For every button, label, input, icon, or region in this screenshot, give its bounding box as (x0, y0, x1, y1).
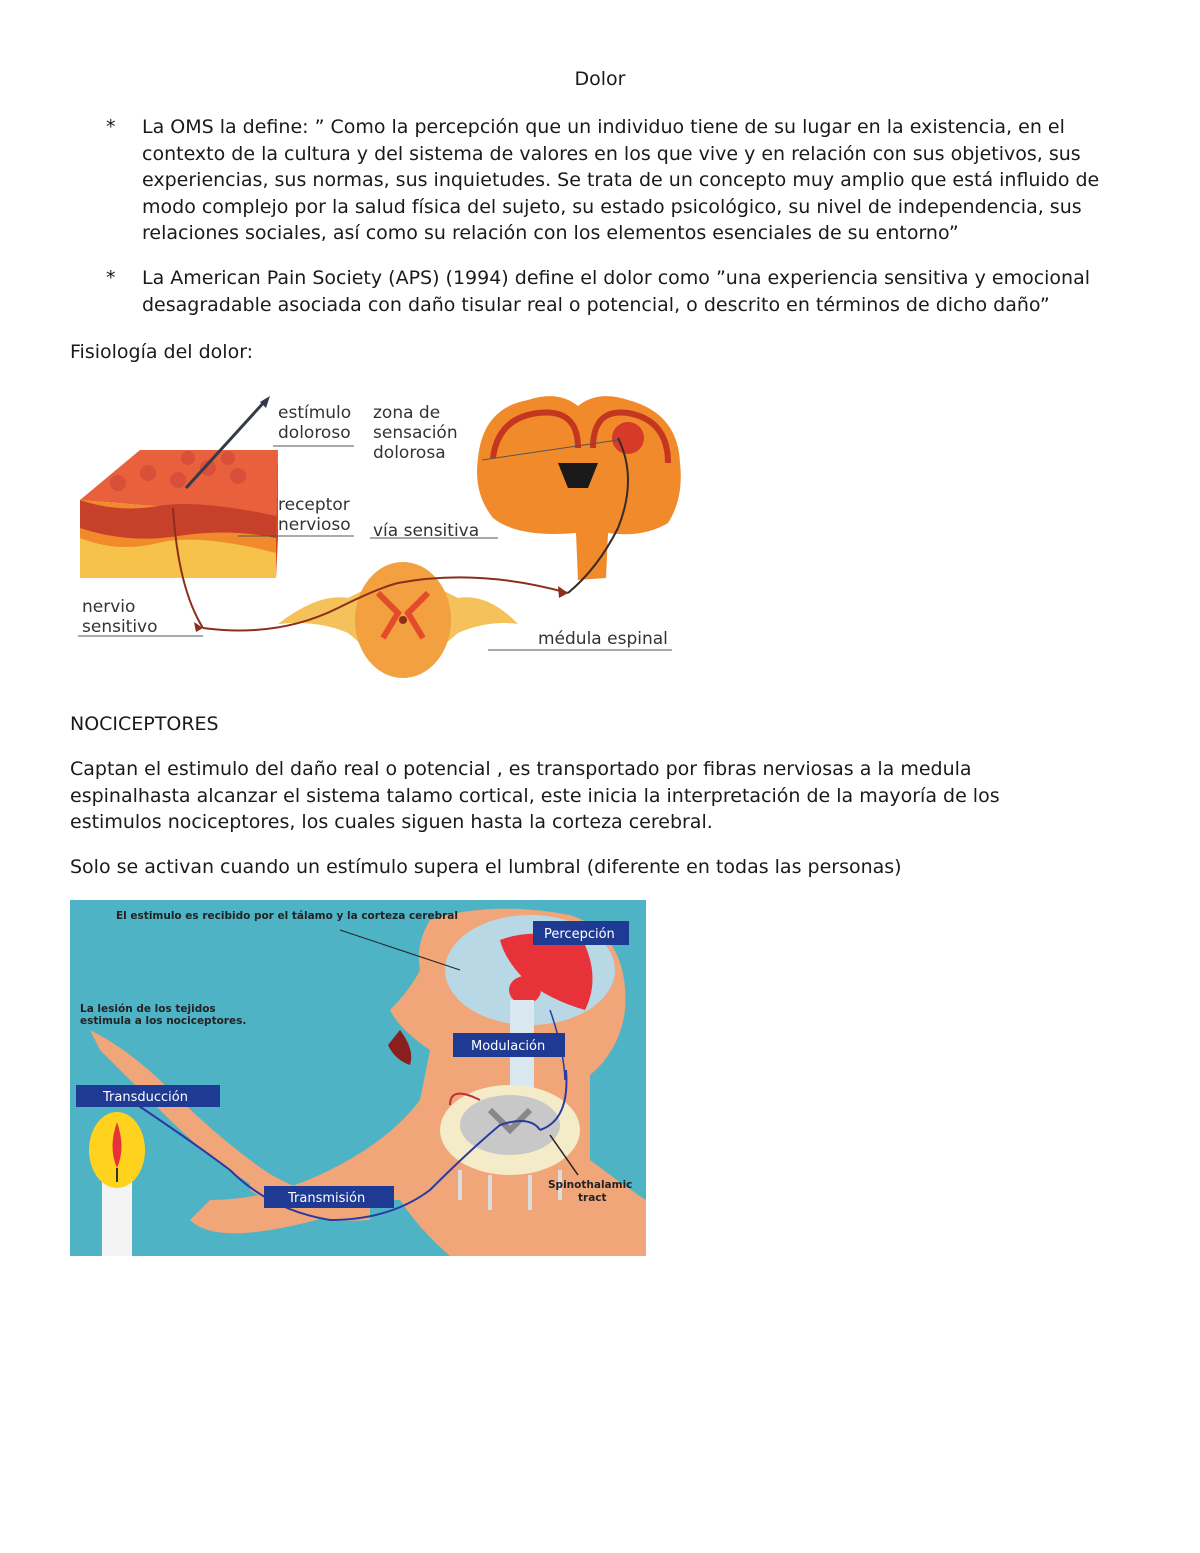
nociceptores-paragraph-1: Captan el estimulo del daño real o potencial , es transportado por fibras nerviosas a la medula espinalhasta alcanzar el sistema talamo cortical, este inicia la interpretación de la mayoría de los estimulos nociceptores, los cuales siguen hasta la corteza cerebral. (70, 758, 1000, 833)
bullet-text: La American Pain Society (APS) (1994) define el dolor como ”una experiencia sensitiva y emocional desagradable asociada con daño tisular real o potencial, o descrito en términos de dicho daño” (142, 267, 1091, 316)
label-receptor-1: receptor (278, 495, 350, 515)
nociceptor-pathway-figure (70, 900, 646, 1256)
label-nervio-2: sensitivo (82, 617, 158, 637)
tag-transmision: Transmisión (288, 1191, 366, 1206)
label-zona-1: zona de (373, 403, 441, 423)
tag-transduccion: Transducción (103, 1090, 188, 1105)
bullet-marker: * (106, 267, 116, 289)
tag-modulacion: Modulación (471, 1039, 546, 1054)
label-medula-espinal: médula espinal (538, 629, 668, 649)
caption-left-2: estimula a los nociceptores. (80, 1015, 247, 1027)
bullet-oms-definition (106, 114, 1136, 247)
label-estimulo-2: doloroso (278, 423, 351, 443)
label-receptor-2: nervioso (278, 515, 351, 535)
nociceptores-paragraph-2: Solo se activan cuando un estímulo supera el lumbral (diferente en todas las personas) (70, 856, 902, 878)
label-estimulo-1: estímulo (278, 403, 352, 423)
label-nervio-1: nervio (82, 597, 136, 617)
pain-physiology-figure (78, 388, 690, 684)
label-zona-3: dolorosa (373, 443, 446, 463)
label-spinothalamic-2: tract (578, 1192, 607, 1204)
bullet-marker: * (106, 116, 116, 138)
brain-illustration (477, 396, 681, 580)
page-title: Dolor (574, 68, 626, 90)
nociceptores-heading: NOCICEPTORES (70, 713, 219, 735)
label-via-sensitiva: vía sensitiva (373, 521, 480, 541)
caption-top: El estimulo es recibido por el tálamo y la corteza cerebral (116, 910, 458, 922)
caption-left-1: La lesión de los tejidos (80, 1003, 216, 1015)
bullet-aps-definition (106, 265, 1136, 318)
spinal-cord-illustration (278, 562, 518, 678)
tag-percepcion: Percepción (544, 927, 615, 942)
label-zona-2: sensación (373, 423, 458, 443)
physiology-heading: Fisiología del dolor: (70, 341, 254, 363)
bullet-text: La OMS la define: ” Como la percepción que un individuo tiene de su lugar en la existencia, en el contexto de la cultura y del sistema de valores en los que vive y en relación con sus objetivos, sus experiencias, sus normas, sus inquietudes. Se trata de un concepto muy amplio que está influido de modo complejo por la salud física del sujeto, su estado psicológico, su nivel de independencia, sus relaciones sociales, así como su relación con los elementos esenciales de su entorno” (142, 116, 1100, 244)
label-spinothalamic-1: Spinothalamic (548, 1179, 633, 1191)
